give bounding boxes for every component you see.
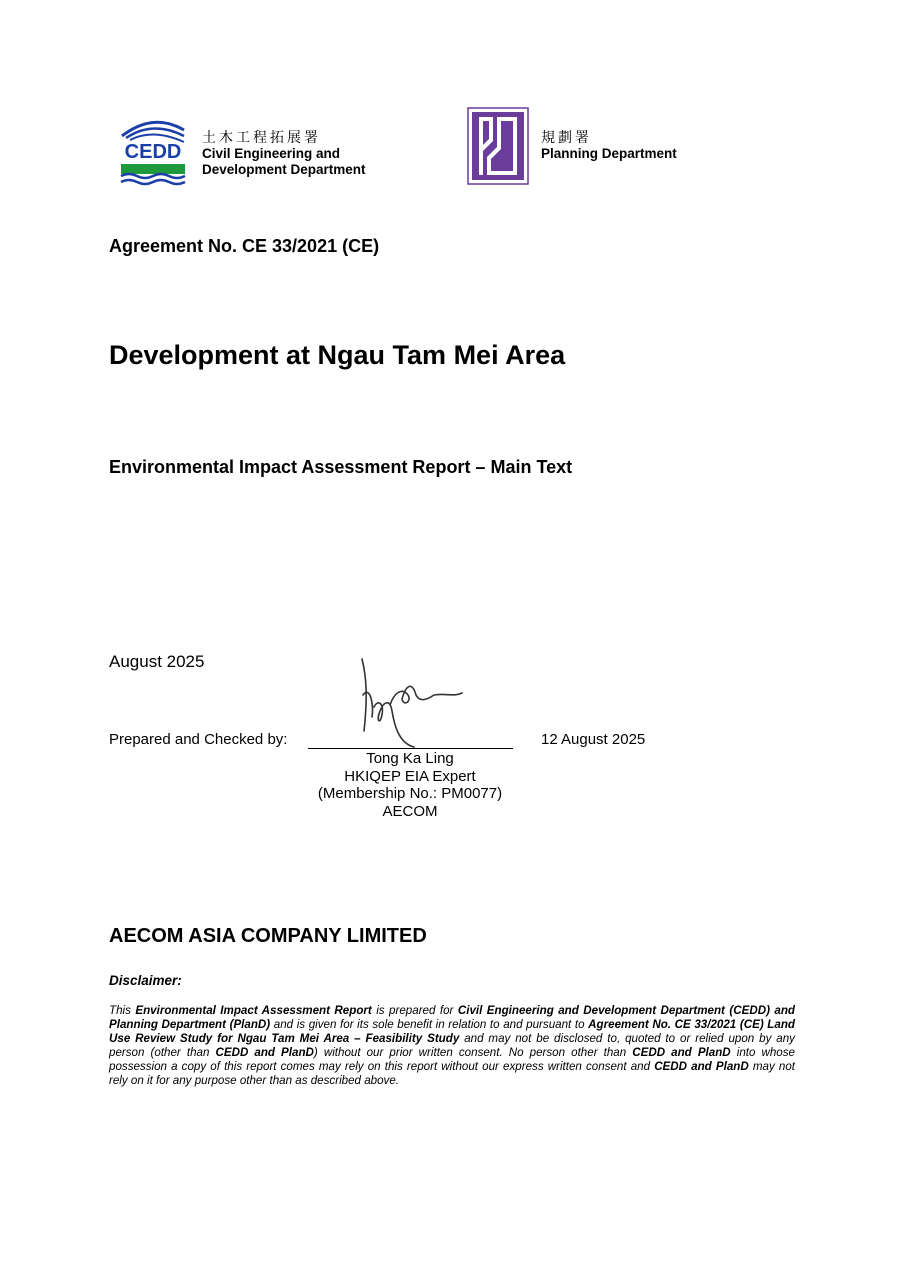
cedd-name <box>202 129 366 178</box>
signer-name: Tong Ka Ling <box>366 750 454 767</box>
project-title: Development at Ngau Tam Mei Area <box>109 340 566 370</box>
signature-image <box>350 655 470 750</box>
pland-logo <box>467 107 529 185</box>
cedd-english-line2: Development Department <box>202 162 366 177</box>
disclaimer-segment: and is given for its sole benefit in relation to and pursuant to <box>270 1018 589 1031</box>
pland-english-name: Planning Department <box>541 146 677 161</box>
disclaimer-bold-segment: Civil Engineering and Development Department (CEDD) and Planning Department (PlanD) <box>109 1004 795 1031</box>
disclaimer-text <box>109 1004 795 1088</box>
signer-organisation: AECOM <box>382 802 438 820</box>
pland-name <box>541 129 677 162</box>
agreement-number: Agreement No. CE 33/2021 (CE) <box>109 236 380 256</box>
disclaimer-segment: is prepared for <box>371 1004 458 1017</box>
signer-role: HKIQEP EIA Expert <box>344 767 476 785</box>
report-title: Environmental Impact Assessment Report – Main Text <box>109 457 573 477</box>
report-date: August 2025 <box>109 652 205 671</box>
disclaimer-bold-segment: CEDD and PlanD <box>654 1060 749 1073</box>
signoff-date: 12 August 2025 <box>541 731 646 748</box>
company-name: AECOM ASIA COMPANY LIMITED <box>109 925 427 947</box>
signer-details <box>300 750 520 820</box>
cedd-logo <box>118 116 188 186</box>
cedd-english-line1: Civil Engineering and <box>202 146 341 161</box>
disclaimer-segment: This <box>109 1004 136 1017</box>
disclaimer-bold-segment: Agreement No. CE 33/2021 (CE) Land Use Review Study for Ngau Tam Mei Area – Feasibility Study <box>109 1018 795 1045</box>
cedd-chinese-name: 土木工程拓展署 <box>202 129 321 145</box>
disclaimer-bold-segment: CEDD and PlanD <box>215 1046 314 1059</box>
signer-membership: (Membership No.: PM0077) <box>317 785 503 802</box>
prepared-by-label: Prepared and Checked by: <box>109 731 288 748</box>
disclaimer-segment: may not rely on it for any purpose other than as described above. <box>109 1060 796 1087</box>
cedd-logo-text: CEDD <box>124 141 182 163</box>
disclaimer-segment: into whose possession a copy of this report comes may rely on this report without our express written consent and <box>109 1046 796 1073</box>
pland-chinese-name: 規劃署 <box>541 129 592 145</box>
disclaimer-bold-segment: Environmental Impact Assessment Report <box>135 1004 372 1017</box>
disclaimer-segment: ) without our prior written consent. No person other than <box>313 1046 633 1059</box>
disclaimer-segment: and may not be disclosed to, quoted to or relied upon by any person (other than <box>109 1032 795 1059</box>
disclaimer-heading: Disclaimer: <box>109 973 182 988</box>
signature-line <box>308 748 513 749</box>
disclaimer-bold-segment: CEDD and PlanD <box>632 1046 731 1059</box>
